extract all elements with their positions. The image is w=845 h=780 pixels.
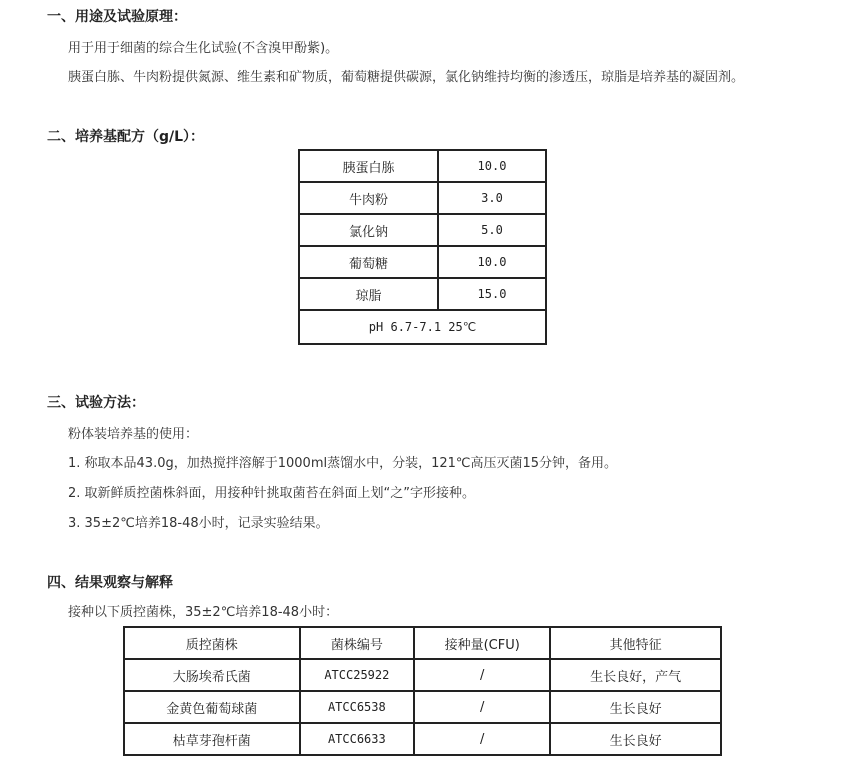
inoculum: / [414, 723, 550, 755]
ingredient-value: 5.0 [438, 214, 546, 246]
section3-intro: 粉体装培养基的使用： [68, 427, 199, 442]
column-header: 菌株编号 [300, 627, 415, 659]
method-step-1: 1. 称取本品43.0g，加热搅拌溶解于1000ml蒸馏水中，分装，121℃高压灭菌15分钟，备用。 [68, 456, 618, 471]
section1-line-2: 胰蛋白胨、牛肉粉提供氮源、维生素和矿物质，葡萄糖提供碳源，氯化钠维持均衡的渗透压，琼脂是培养基的凝固剂。 [68, 70, 745, 85]
strain-id: ATCC6633 [300, 723, 415, 755]
section2-heading: 二、培养基配方（g/L）： [47, 129, 205, 145]
strain-name: 金黄色葡萄球菌 [124, 691, 300, 723]
method-step-3: 3. 35±2℃培养18-48小时，记录实验结果。 [68, 516, 329, 531]
table-row [124, 691, 721, 723]
table-row [124, 659, 721, 691]
ingredient-name: 牛肉粉 [299, 182, 438, 214]
table-header-row [124, 627, 721, 659]
table-row [299, 150, 546, 182]
ingredient-value: 10.0 [438, 150, 546, 182]
table-row [299, 310, 546, 344]
section3-heading: 三、试验方法： [47, 395, 145, 411]
section4-heading: 四、结果观察与解释 [47, 575, 173, 591]
ingredient-name: 胰蛋白胨 [299, 150, 438, 182]
inoculum: / [414, 691, 550, 723]
column-header: 质控菌株 [124, 627, 300, 659]
ingredient-value: 15.0 [438, 278, 546, 310]
section1-heading: 一、用途及试验原理： [47, 9, 187, 25]
section1-line-1: 用于用于细菌的综合生化试验(不含溴甲酚紫)。 [68, 41, 339, 56]
inoculum: / [414, 659, 550, 691]
formula-table [298, 149, 547, 345]
strain-name: 枯草芽孢杆菌 [124, 723, 300, 755]
table-row [299, 182, 546, 214]
characteristics: 生长良好，产气 [550, 659, 721, 691]
ph-footer: pH 6.7-7.1 25℃ [299, 310, 546, 344]
table-row [299, 246, 546, 278]
strain-id: ATCC25922 [300, 659, 415, 691]
section4-intro: 接种以下质控菌株，35±2℃培养18-48小时： [68, 605, 339, 620]
table-row [299, 278, 546, 310]
characteristics: 生长良好 [550, 723, 721, 755]
ingredient-name: 氯化钠 [299, 214, 438, 246]
ingredient-value: 10.0 [438, 246, 546, 278]
column-header: 其他特征 [550, 627, 721, 659]
strain-name: 大肠埃希氏菌 [124, 659, 300, 691]
characteristics: 生长良好 [550, 691, 721, 723]
ingredient-value: 3.0 [438, 182, 546, 214]
table-row [124, 723, 721, 755]
strain-id: ATCC6538 [300, 691, 415, 723]
qc-strain-table [123, 626, 722, 756]
column-header: 接种量(CFU) [414, 627, 550, 659]
ingredient-name: 琼脂 [299, 278, 438, 310]
method-step-2: 2. 取新鲜质控菌株斜面，用接种针挑取菌苔在斜面上划“之”字形接种。 [68, 486, 476, 501]
ingredient-name: 葡萄糖 [299, 246, 438, 278]
table-row [299, 214, 546, 246]
